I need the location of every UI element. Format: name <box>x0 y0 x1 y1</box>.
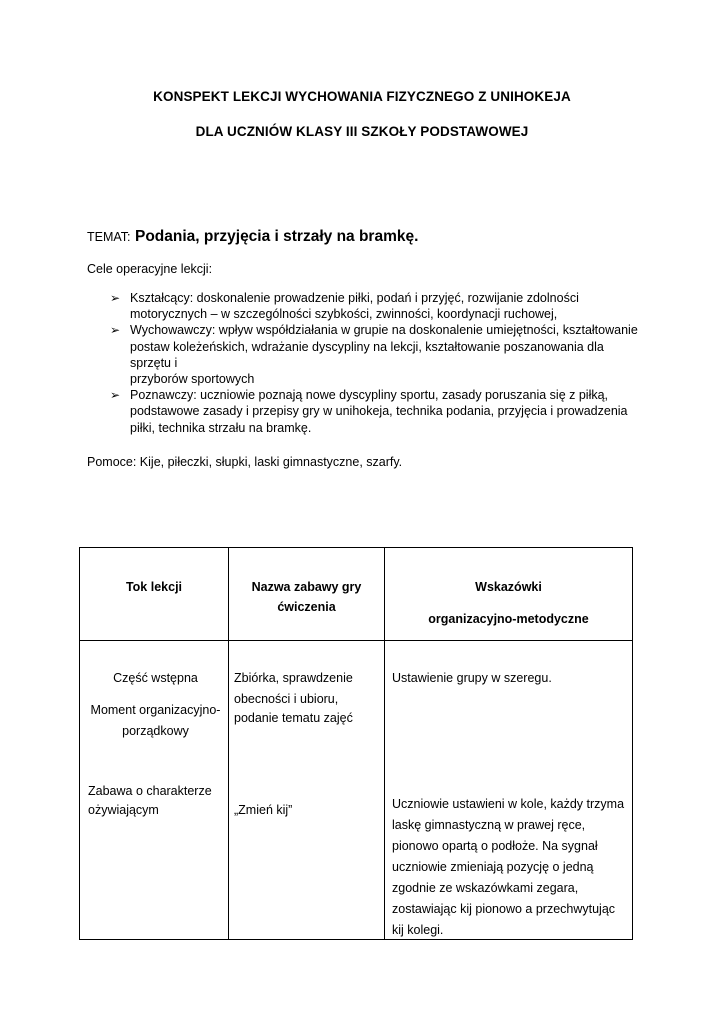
moment-line1: Moment organizacyjno- <box>90 703 221 717</box>
instruction-line: zgodnie ze wskazówkami zegara, <box>392 881 579 895</box>
table-row <box>80 641 633 940</box>
header-guidelines-line2: organizacyjno-metodyczne <box>428 612 589 626</box>
aids-text: Pomoce: Kije, piłeczki, słupki, laski gimnastyczne, szarfy. <box>87 455 403 469</box>
instruction-line: Uczniowie ustawieni w kole, każdy trzyma <box>392 797 625 811</box>
goals-list <box>108 290 648 436</box>
document-title-line2: DLA UCZNIÓW KLASY III SZKOŁY PODSTAWOWEJ <box>195 124 529 139</box>
cell-game-name <box>229 641 385 940</box>
instruction-line: kij kolegi. <box>392 923 444 937</box>
arrowhead-bullet-icon: ➢ <box>109 323 121 338</box>
topic-value: Podania, przyjęcia i strzały na bramkę. <box>134 228 419 245</box>
arrowhead-bullet-icon: ➢ <box>109 291 121 305</box>
instruction-line: laskę gimnastyczną w prawej ręce, <box>392 818 586 832</box>
activity-line2: obecności i ubioru, <box>234 692 339 706</box>
cell-lesson-course <box>80 641 229 940</box>
header-lesson-course-label: Tok lekcji <box>125 580 183 594</box>
topic <box>87 228 418 246</box>
activity-line1: Zbiórka, sprawdzenie <box>234 671 353 685</box>
goal-item-educational <box>108 290 648 322</box>
header-lesson-course <box>80 548 229 641</box>
topic-label: TEMAT: <box>87 230 131 244</box>
header-game-name-line1: Nazwa zabawy gry <box>251 580 362 594</box>
part-label: Część wstępna <box>113 671 198 685</box>
goal-item-cognitive <box>108 387 648 436</box>
lesson-plan-table <box>79 547 633 940</box>
goal-line: Wychowawczy: wpływ współdziałania w grupie na doskonalenie umiejętności, kształtowanie <box>130 323 638 338</box>
goal-line: piłki, technika strzału na bramkę. <box>130 420 312 435</box>
game-name: „Zmień kij” <box>234 803 293 817</box>
header-game-name <box>229 548 385 641</box>
goal-line: Kształcący: doskonalenie prowadzenie piłki, podań i przyjęć, rozwijanie zdolności <box>130 291 579 305</box>
goal-line: przyborów sportowych <box>130 372 255 387</box>
goal-line: motorycznych – w szczególności szybkości, zwinności, koordynacji ruchowej, <box>130 307 558 322</box>
goal-item-upbringing <box>108 322 648 387</box>
goals-heading: Cele operacyjne lekcji: <box>87 262 213 276</box>
header-guidelines <box>385 548 633 641</box>
instruction-line: uczniowie zmieniają pozycję o jedną <box>392 860 594 874</box>
goal-line: podstawowe zasady i przepisy gry w unihokeja, technika podania, przyjęcia i prowadzenia <box>130 404 628 419</box>
goal-line: Poznawczy: uczniowie poznają nowe dyscypliny sportu, zasady poruszania się z piłką, <box>130 388 609 403</box>
goal-line: postaw koleżeńskich, wdrażanie dyscypliny na lekcji, kształtowanie poszanowania dla sprzętu i <box>130 339 604 370</box>
header-guidelines-line1: Wskazówki <box>475 580 542 594</box>
cell-guidelines <box>385 641 633 940</box>
document-title-line1: KONSPEKT LEKCJI WYCHOWANIA FIZYCZNEGO Z UNIHOKEJA <box>153 89 571 104</box>
header-game-name-line2: ćwiczenia <box>277 600 336 614</box>
setup-text: Ustawienie grupy w szeregu. <box>392 671 552 685</box>
arrowhead-bullet-icon: ➢ <box>109 388 121 403</box>
game-type-line2: ożywiającym <box>88 803 159 817</box>
instruction-line: zostawiając kij pionowo a przechwytując <box>392 902 616 916</box>
game-type-line1: Zabawa o charakterze <box>88 784 212 798</box>
instruction-line: pionowo opartą o podłoże. Na sygnał <box>392 839 598 853</box>
table-header-row <box>80 548 633 641</box>
activity-line3: podanie tematu zajęć <box>234 711 353 725</box>
moment-line2: porządkowy <box>122 724 189 738</box>
